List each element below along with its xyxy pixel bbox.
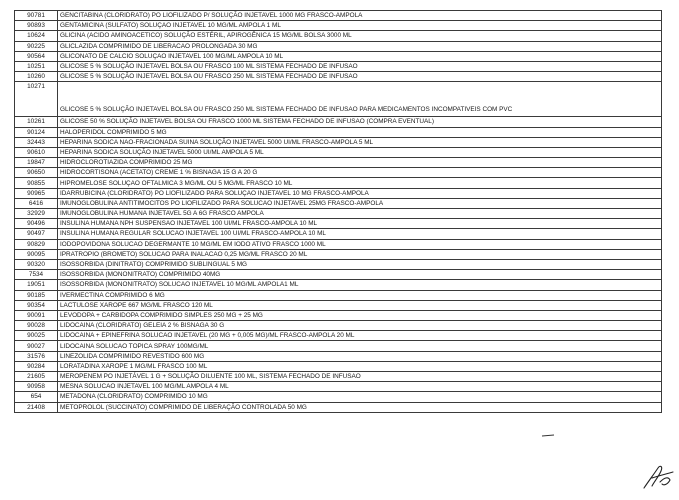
table-row: [15, 331, 662, 341]
table-row: [15, 280, 662, 290]
item-code: 31576: [15, 351, 58, 361]
item-description: GLICONATO DE CALCIO SOLUÇAO INJETAVEL 100 MG/ML AMPOLA 10 ML: [58, 51, 662, 61]
table-row: [15, 402, 662, 412]
item-description: IODOPOVIDONA SOLUCAO DEGERMANTE 10 MG/ML EM IODO ATIVO FRASCO 1000 ML: [58, 239, 662, 249]
table-row: [15, 11, 662, 21]
table-row: [15, 382, 662, 392]
item-code: 6416: [15, 198, 58, 208]
item-code: 654: [15, 392, 58, 402]
item-code: 90185: [15, 290, 58, 300]
item-description: IVERMECTINA COMPRIMIDO 6 MG: [58, 290, 662, 300]
item-code: 90855: [15, 178, 58, 188]
item-description: IPRATROPIO (BROMETO) SOLUCAO PARA INALACAO 0,25 MG/ML FRASCO 20 ML: [58, 249, 662, 259]
table-row: [15, 392, 662, 402]
table-row: [15, 51, 662, 61]
item-description: LIDOCAINA SOLUCAO TOPICA SPRAY 100MG/ML: [58, 341, 662, 351]
item-code: 10260: [15, 72, 58, 82]
table-row: [15, 72, 662, 82]
table-row: [15, 361, 662, 371]
table-row: [15, 137, 662, 147]
item-description: HIDROCLOROTIAZIDA COMPRIMIDO 25 MG: [58, 158, 662, 168]
table-row: [15, 270, 662, 280]
item-description: MESNA SOLUCAO INJETAVEL 100 MG/ML AMPOLA 4 ML: [58, 382, 662, 392]
table-row: [15, 310, 662, 320]
table-row: [15, 31, 662, 41]
item-code: 90781: [15, 11, 58, 21]
item-code: 90095: [15, 249, 58, 259]
item-code: 21408: [15, 402, 58, 412]
table-row: [15, 290, 662, 300]
item-code: 10261: [15, 117, 58, 127]
item-code: 90497: [15, 229, 58, 239]
medication-table: [14, 10, 662, 413]
item-description: GLICOSE 5 % SOLUÇÃO INJETAVEL BOLSA OU FRASCO 250 ML SISTEMA FECHADO DE INFUSAO PARA MEDICAMENTOS INCOMPATIVEIS COM PVC: [58, 82, 662, 117]
table-row: [15, 147, 662, 157]
item-description: GLICOSE 5 % SOLUÇÃO INJETAVEL BOLSA OU FRASCO 100 ML SISTEMA FECHADO DE INFUSAO: [58, 61, 662, 71]
item-description: GLICINA (ACIDO AMINOACETICO) SOLUÇÃO ESTÉRIL, APIROGÊNICA 15 MG/ML BOLSA 3000 ML: [58, 31, 662, 41]
item-code: 90650: [15, 168, 58, 178]
item-description: ISOSSORBIDA (MONONITRATO) SOLUCAO INJETAVEL 10 MG/ML AMPOLA1 ML: [58, 280, 662, 290]
item-description: HIDROCORTISONA (ACETATO) CREME 1 % BISNAGA 15 G A 20 G: [58, 168, 662, 178]
item-code: 7534: [15, 270, 58, 280]
item-description: LORATADINA XAROPE 1 MG/ML FRASCO 100 ML: [58, 361, 662, 371]
item-code: 90028: [15, 321, 58, 331]
table-row: [15, 168, 662, 178]
item-description: INSULINA HUMANA NPH SUSPENSAO INJETAVEL 100 UI/ML FRASCO-AMPOLA 10 ML: [58, 219, 662, 229]
item-description: LEVODOPA + CARBIDOPA COMPRIMIDO SIMPLES 250 MG + 25 MG: [58, 310, 662, 320]
item-description: GENTAMICINA (SULFATO) SOLUÇAO INJETAVEL 10 MG/ML AMPOLA 1 ML: [58, 21, 662, 31]
item-description: LIDOCAINA (CLORIDRATO) GELEIA 2 % BISNAGA 30 G: [58, 321, 662, 331]
table-row: [15, 117, 662, 127]
item-code: 21605: [15, 372, 58, 382]
table-row: [15, 259, 662, 269]
table-row: [15, 21, 662, 31]
table-row: [15, 372, 662, 382]
item-description: GLICOSE 5 % SOLUÇÃO INJETAVEL BOLSA OU FRASCO 250 ML SISTEMA FECHADO DE INFUSAO: [58, 72, 662, 82]
item-description: METOPROLOL (SUCCINATO) COMPRIMIDO DE LIBERAÇÃO CONTROLADA 50 MG: [58, 402, 662, 412]
item-description: IMUNOGLOBULINA ANTITIMOCITOS PO LIOFILIZADO PARA SOLUCAO INJETAVEL 25MG FRASCO-AMPOLA: [58, 198, 662, 208]
item-code: 90320: [15, 259, 58, 269]
table-row: [15, 219, 662, 229]
item-code: 10271: [15, 82, 58, 117]
table-row: [15, 321, 662, 331]
item-code: 19051: [15, 280, 58, 290]
item-code: 90124: [15, 127, 58, 137]
item-description: METADONA (CLORIDRATO) COMPRIMIDO 10 MG: [58, 392, 662, 402]
item-code: 90025: [15, 331, 58, 341]
item-description: HIPROMELOSE SOLUÇAO OFTALMICA 3 MG/ML OU 5 MG/ML FRASCO 10 ML: [58, 178, 662, 188]
table-row: [15, 82, 662, 117]
item-description: MEROPENEM PO INJETÁVEL 1 G + SOLUÇÃO DILUENTE 100 ML, SISTEMA FECHADO DE INFUSAO: [58, 372, 662, 382]
item-code: 19847: [15, 158, 58, 168]
item-code: 90027: [15, 341, 58, 351]
item-description: LIDOCAINA + EPINEFRINA SOLUCAO INJETAVEL (20 MG + 0,005 MG)/ML FRASCO-AMPOLA 20 ML: [58, 331, 662, 341]
table-row: [15, 127, 662, 137]
item-code: 10251: [15, 61, 58, 71]
item-code: 32443: [15, 137, 58, 147]
table-row: [15, 209, 662, 219]
item-description: INSULINA HUMANA REGULAR SOLUCAO INJETAVEL 100 UI/ML FRASCO-AMPOLA 10 ML: [58, 229, 662, 239]
table-row: [15, 158, 662, 168]
table-row: [15, 341, 662, 351]
item-code: 90958: [15, 382, 58, 392]
table-row: [15, 188, 662, 198]
handwritten-signature: [640, 462, 676, 492]
item-description: HEPARINA SODICA SOLUÇÃO INJETAVEL 5000 UI/ML AMPOLA 5 ML: [58, 147, 662, 157]
item-code: 90829: [15, 239, 58, 249]
item-code: 90893: [15, 21, 58, 31]
item-code: 10624: [15, 31, 58, 41]
item-description: HEPARINA SODICA NAO-FRACIONADA SUINA SOLUÇÃO INJETAVEL 5000 UI/ML FRASCO-AMPOLA 5 ML: [58, 137, 662, 147]
table-row: [15, 249, 662, 259]
table-row: [15, 61, 662, 71]
item-code: 90225: [15, 41, 58, 51]
pen-stroke-mark: [541, 434, 555, 437]
item-code: 90496: [15, 219, 58, 229]
table-row: [15, 229, 662, 239]
item-code: 90610: [15, 147, 58, 157]
table-row: [15, 300, 662, 310]
item-code: 90091: [15, 310, 58, 320]
item-description: ISOSSORBIDA (DINITRATO) COMPRIMIDO SUBLINGUAL 5 MG: [58, 259, 662, 269]
table-row: [15, 178, 662, 188]
item-description: ISOSSORBIDA (MONONITRATO) COMPRIMIDO 40MG: [58, 270, 662, 280]
item-description: LACTULOSE XAROPE 667 MG/ML FRASCO 120 ML: [58, 300, 662, 310]
item-description: IDARRUBICINA (CLORIDRATO) PO LIOFILIZADO PARA SOLUÇAO INJETAVEL 10 MG FRASCO-AMPOLA: [58, 188, 662, 198]
table-row: [15, 41, 662, 51]
item-description: GLICOSE 50 % SOLUÇÃO INJETAVEL BOLSA OU FRASCO 1000 ML SISTEMA FECHADO DE INFUSAO (COMPRA EVENTUAL): [58, 117, 662, 127]
item-code: 90564: [15, 51, 58, 61]
medication-table-body: [15, 11, 662, 413]
table-row: [15, 351, 662, 361]
table-row: [15, 239, 662, 249]
table-row: [15, 198, 662, 208]
item-code: 90354: [15, 300, 58, 310]
item-code: 32929: [15, 209, 58, 219]
item-description: IMUNOGLOBULINA HUMANA INJETAVEL 5G A 6G FRASCO AMPOLA: [58, 209, 662, 219]
item-code: 90284: [15, 361, 58, 371]
item-description: LINEZOLIDA COMPRIMIDO REVESTIDO 600 MG: [58, 351, 662, 361]
item-code: 90965: [15, 188, 58, 198]
item-description: GENCITABINA (CLORIDRATO) PO LIOFILIZADO P/ SOLUÇÃO INJETAVEL 1000 MG FRASCO-AMPOLA: [58, 11, 662, 21]
item-description: GLICLAZIDA COMPRIMIDO DE LIBERACAO PROLONGADA 30 MG: [58, 41, 662, 51]
item-description: HALOPERIDOL COMPRIMIDO 5 MG: [58, 127, 662, 137]
